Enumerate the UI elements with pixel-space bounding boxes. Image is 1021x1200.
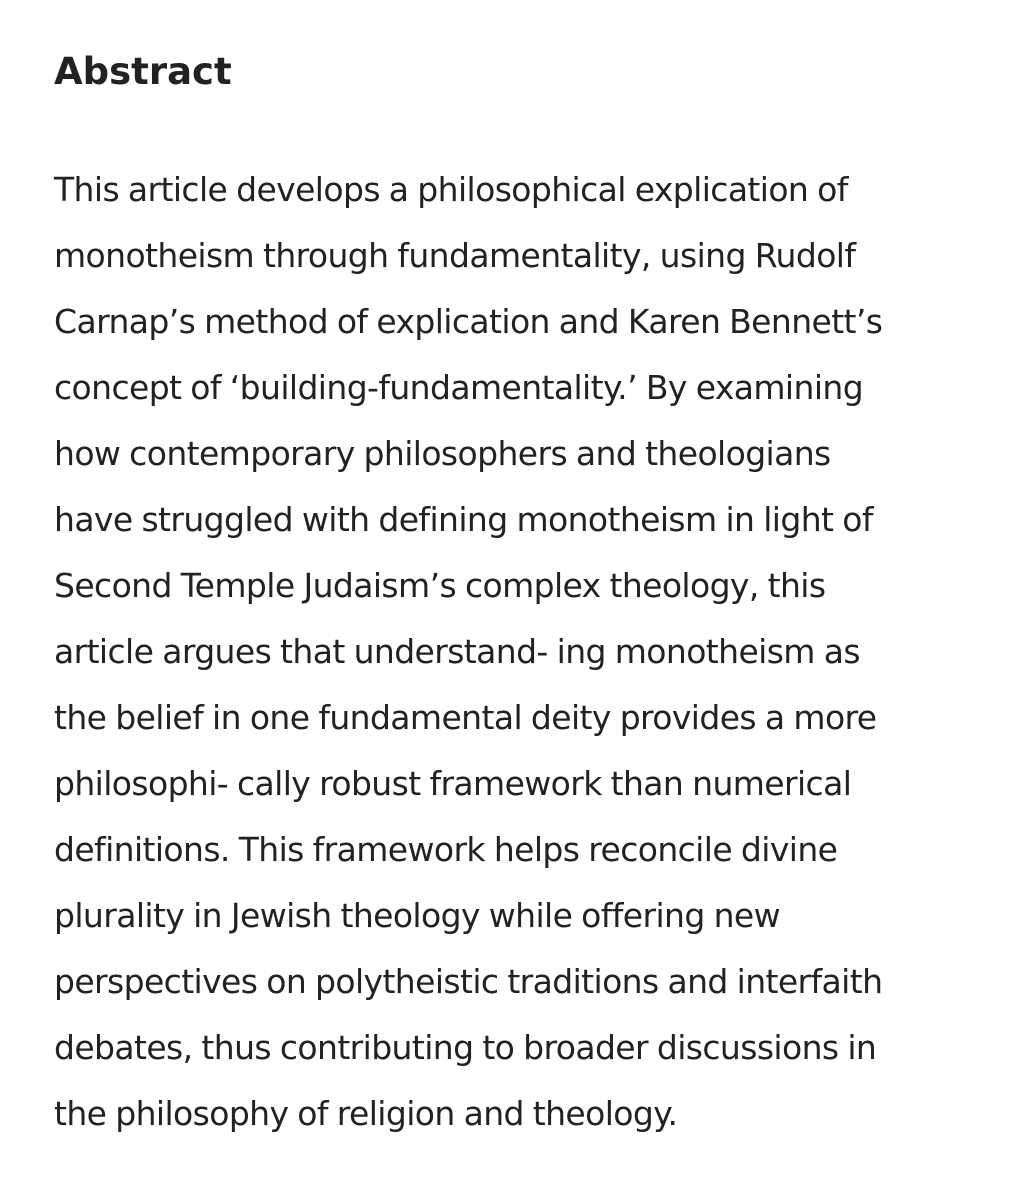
- abstract-line: debates, thus contributing to broader discussions in: [54, 1028, 877, 1067]
- abstract-line: have struggled with defining monotheism in light of: [54, 500, 873, 539]
- abstract-line: article argues that understand- ing monotheism as: [54, 632, 860, 671]
- abstract-line: plurality in Jewish theology while offering new: [54, 896, 781, 935]
- abstract-line: monotheism through fundamentality, using Rudolf: [54, 236, 856, 275]
- abstract-line: concept of ‘building-fundamentality.’ By examining: [54, 368, 864, 407]
- abstract-body: [54, 157, 882, 1147]
- abstract-line: philosophi- cally robust framework than numerical: [54, 764, 852, 803]
- abstract-line: how contemporary philosophers and theologians: [54, 434, 831, 473]
- abstract-line: perspectives on polytheistic traditions and interfaith: [54, 962, 883, 1001]
- abstract-line: Second Temple Judaism’s complex theology, this: [54, 566, 826, 605]
- abstract-heading: Abstract: [54, 50, 232, 93]
- abstract-line: the philosophy of religion and theology.: [54, 1094, 678, 1133]
- abstract-line: definitions. This framework helps reconcile divine: [54, 830, 838, 869]
- abstract-line: This article develops a philosophical explication of: [54, 170, 848, 209]
- abstract-line: Carnap’s method of explication and Karen Bennett’s: [54, 302, 883, 341]
- abstract-line: the belief in one fundamental deity provides a more: [54, 698, 877, 737]
